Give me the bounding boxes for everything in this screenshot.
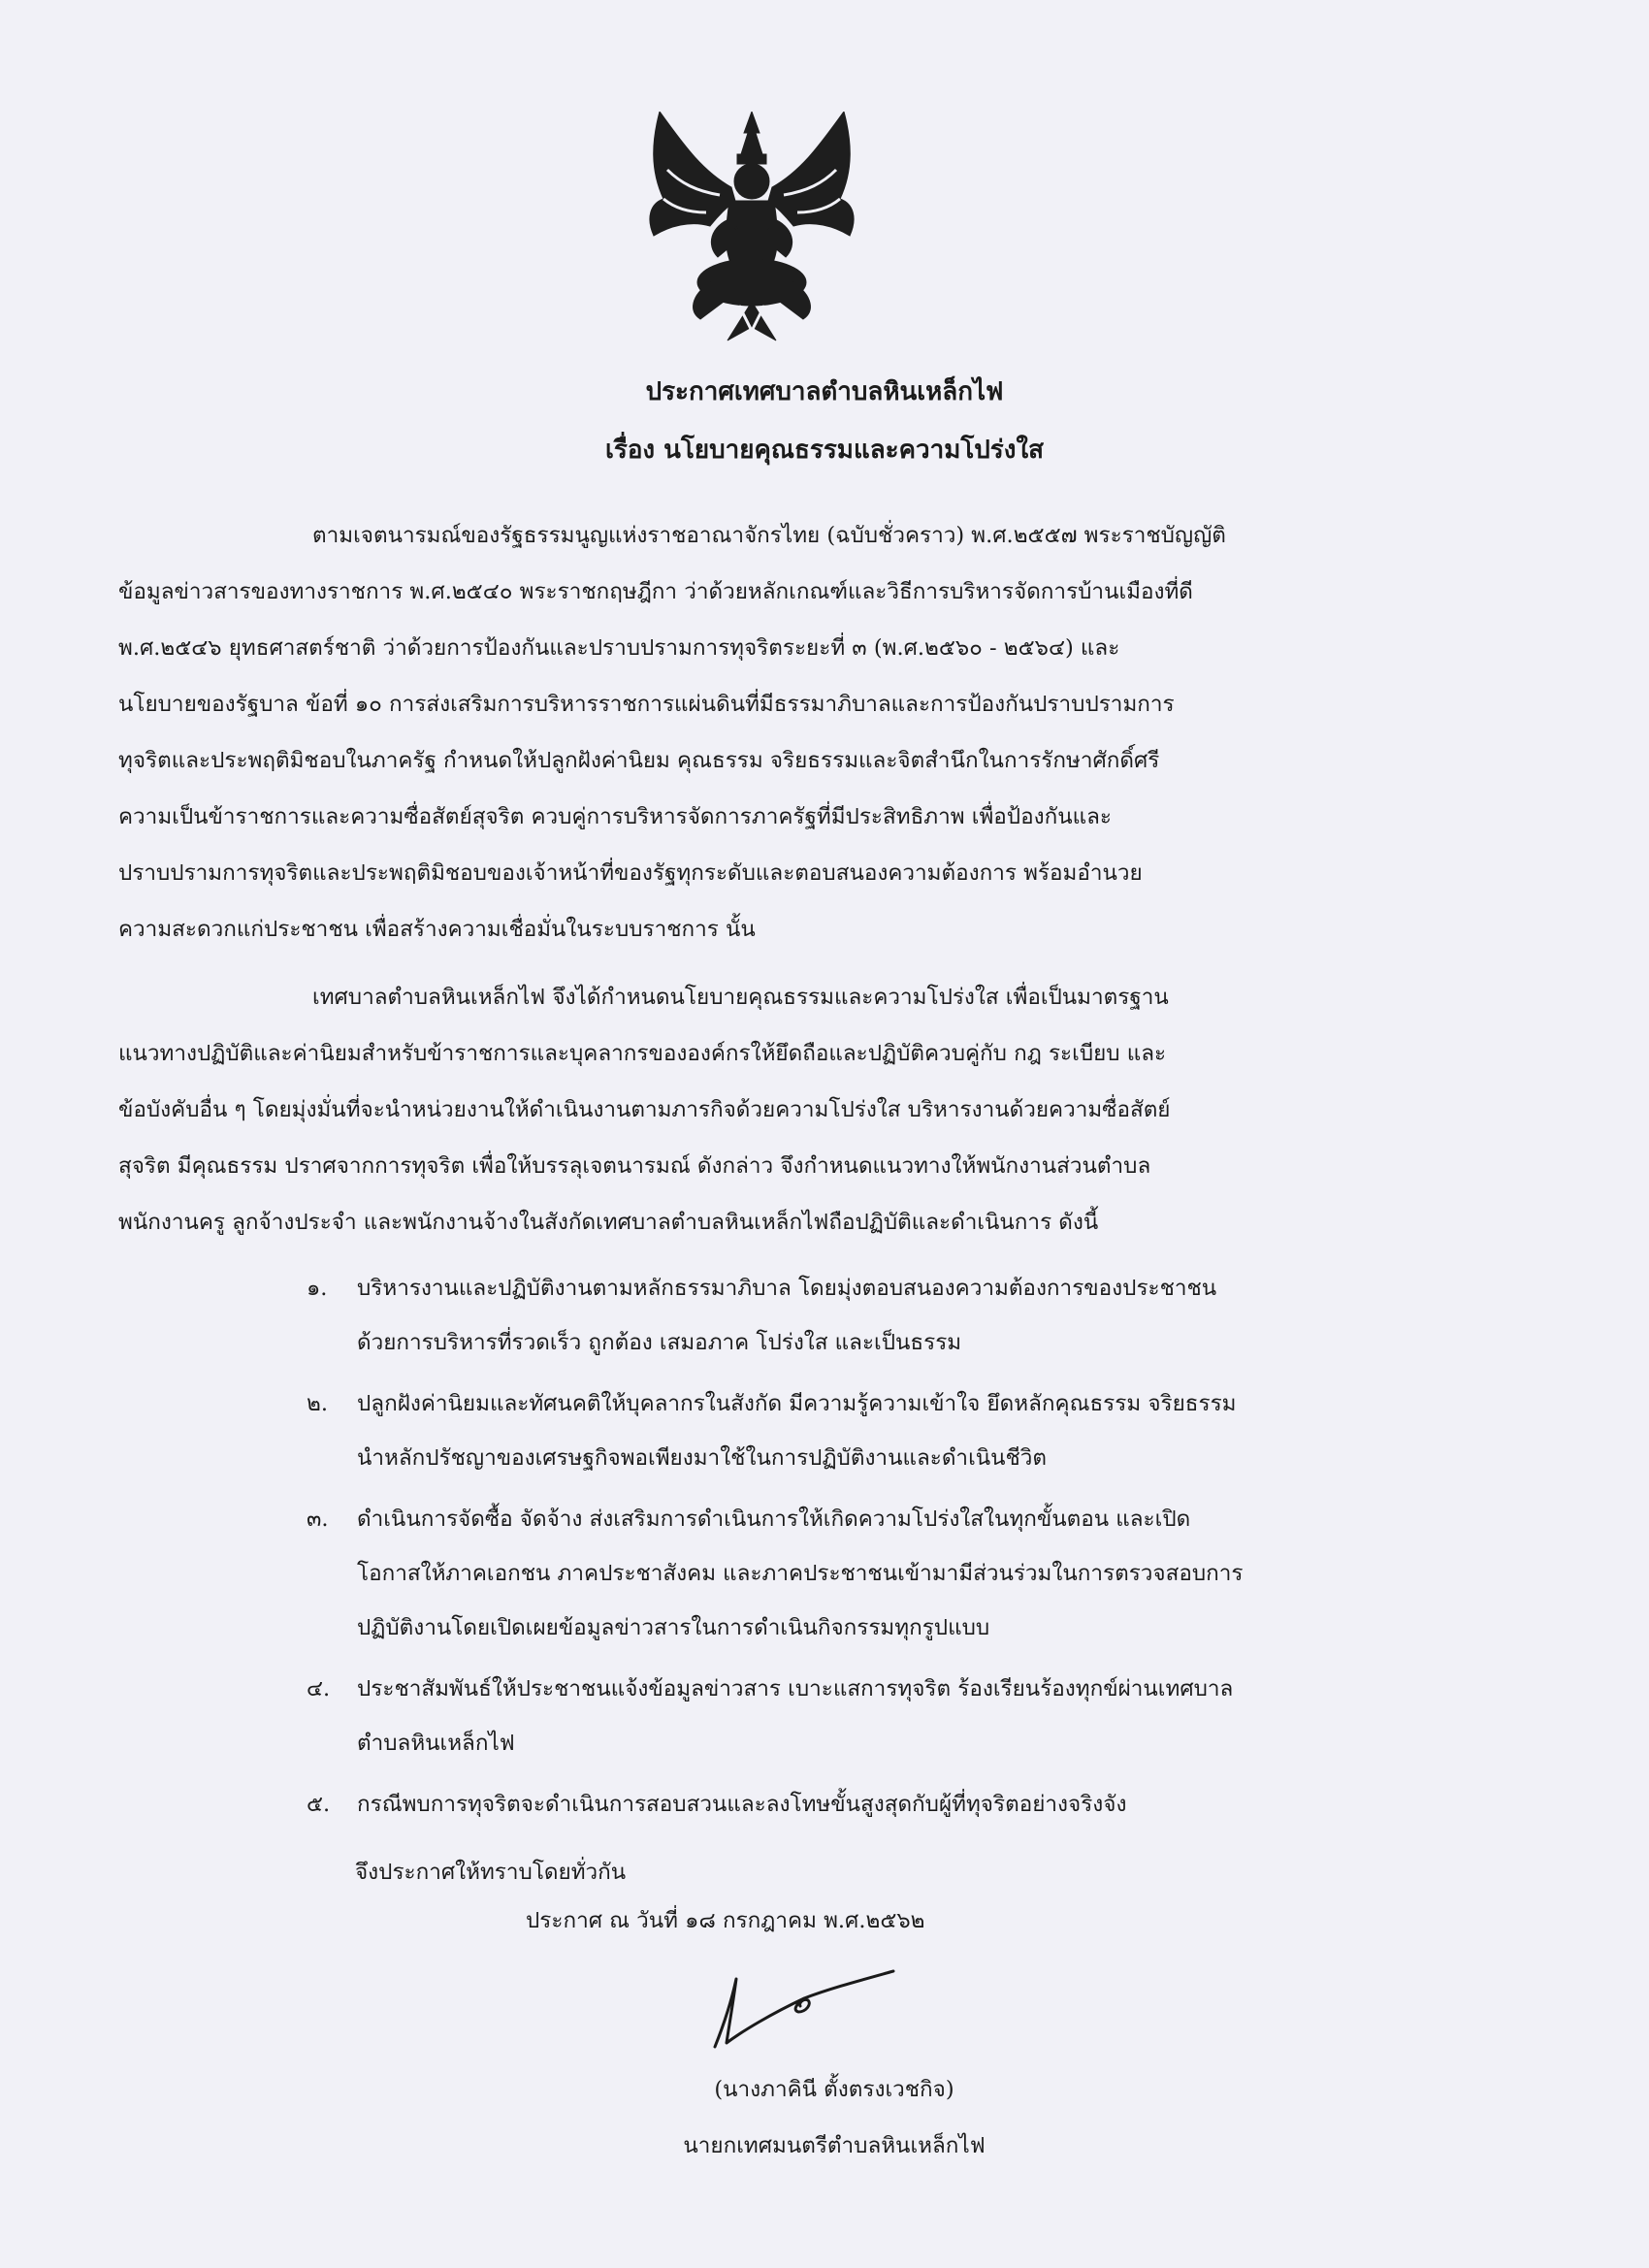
paragraph-policy <box>118 969 1428 1250</box>
list-item-line: ดำเนินการจัดซื้อ จัดจ้าง ส่งเสริมการดำเนินการให้เกิดความโปร่งใสในทุกขั้นตอน และเปิด <box>357 1507 1191 1532</box>
paragraph-line: พ.ศ.๒๕๔๖ ยุทธศาสตร์ชาติ ว่าด้วยการป้องกันและปราบปรามการทุจริตระยะที่ ๓ (พ.ศ.๒๕๖๐ - ๒๕๖๔) และ <box>118 635 1120 661</box>
signer-title: นายกเทศมนตรีตำบลหินเหล็กไฟ <box>683 2133 986 2158</box>
signature-icon <box>703 1950 907 2057</box>
list-item <box>307 1261 1432 1370</box>
list-item-line: นำหลักปรัชญาของเศรษฐกิจพอเพียงมาใช้ในการปฏิบัติงานและดำเนินชีวิต <box>357 1445 1048 1471</box>
garuda-emblem-icon <box>642 112 861 344</box>
list-item-number: ๓. <box>307 1507 329 1532</box>
signer-name: (นางภาคินี ตั้งตรงเวชกิจ) <box>714 2077 954 2102</box>
paragraph-line: ความสะดวกแก่ประชาชน เพื่อสร้างความเชื่อมั่นในระบบราชการ นั้น <box>118 917 756 942</box>
announcement-date: ประกาศ ณ วันที่ ๑๘ กรกฎาคม พ.ศ.๒๕๖๒ <box>526 1908 925 1933</box>
list-item <box>307 1662 1432 1770</box>
paragraph-line: พนักงานครู ลูกจ้างประจำ และพนักงานจ้างในสังกัดเทศบาลตำบลหินเหล็กไฟถือปฏิบัติและดำเนินการ ดังนี้ <box>118 1210 1099 1235</box>
paragraph-line: ข้อมูลข่าวสารของทางราชการ พ.ศ.๒๕๔๐ พระราชกฤษฎีกา ว่าด้วยหลักเกณฑ์และวิธีการบริหารจัดการบ้านเมืองที่ดี <box>118 579 1193 604</box>
list-item-line: ปฏิบัติงานโดยเปิดเผยข้อมูลข่าวสารในการดำเนินกิจกรรมทุกรูปแบบ <box>357 1615 990 1640</box>
paragraph-line: ทุจริตและประพฤติมิชอบในภาครัฐ กำหนดให้ปลูกฝังค่านิยม คุณธรรม จริยธรรมและจิตสำนึกในการรักษาศักดิ์ศรี <box>118 748 1160 773</box>
list-item-number: ๕. <box>307 1792 331 1817</box>
list-item-number: ๒. <box>307 1391 328 1416</box>
paragraph-intro <box>118 507 1428 957</box>
list-item-line: บริหารงานและปฏิบัติงานตามหลักธรรมาภิบาล โดยมุ่งตอบสนองความต้องการของประชาชน <box>357 1276 1217 1301</box>
list-item <box>307 1492 1432 1655</box>
closing-statement: จึงประกาศให้ทราบโดยทั่วกัน <box>355 1860 627 1885</box>
list-item-line: ตำบลหินเหล็กไฟ <box>357 1731 515 1756</box>
list-item-line: ด้วยการบริหารที่รวดเร็ว ถูกต้อง เสมอภาค โปร่งใส และเป็นธรรม <box>357 1330 962 1355</box>
paragraph-line: ความเป็นข้าราชการและความซื่อสัตย์สุจริต ควบคู่การบริหารจัดการภาครัฐที่มีประสิทธิภาพ เพื่อป้องกันและ <box>118 804 1112 829</box>
list-item-number: ๑. <box>307 1276 328 1301</box>
list-item-line: ประชาสัมพันธ์ให้ประชาชนแจ้งข้อมูลข่าวสาร เบาะแสการทุจริต ร้องเรียนร้องทุกข์ผ่านเทศบาล <box>357 1676 1234 1701</box>
paragraph-line: นโยบายของรัฐบาล ข้อที่ ๑๐ การส่งเสริมการบริหารราชการแผ่นดินที่มีธรรมาภิบาลและการป้องกันปราบปรามการ <box>118 692 1175 717</box>
paragraph-line: แนวทางปฏิบัติและค่านิยมสำหรับข้าราชการและบุคลากรขององค์กรให้ยึดถือและปฏิบัติควบคู่กับ กฎ ระเบียบ และ <box>118 1041 1167 1066</box>
paragraph-line: ปราบปรามการทุจริตและประพฤติมิชอบของเจ้าหน้าที่ของรัฐทุกระดับและตอบสนองความต้องการ พร้อมอำนวย <box>118 860 1143 886</box>
paragraph-line: เทศบาลตำบลหินเหล็กไฟ จึงได้กำหนดนโยบายคุณธรรมและความโปร่งใส เพื่อเป็นมาตรฐาน <box>312 985 1169 1010</box>
paragraph-line: สุจริต มีคุณธรรม ปราศจากการทุจริต เพื่อให้บรรลุเจตนารมณ์ ดังกล่าว จึงกำหนดแนวทางให้พนักงานส่วนตำบล <box>118 1153 1151 1179</box>
list-item-line: โอกาสให้ภาคเอกชน ภาคประชาสังคม และภาคประชาชนเข้ามามีส่วนร่วมในการตรวจสอบการ <box>357 1561 1244 1586</box>
announcement-subject: เรื่อง นโยบายคุณธรรมและความโปร่งใส <box>604 436 1045 465</box>
list-item <box>307 1377 1432 1485</box>
policy-list <box>307 1261 1432 1838</box>
list-item-line: กรณีพบการทุจริตจะดำเนินการสอบสวนและลงโทษขั้นสูงสุดกับผู้ที่ทุจริตอย่างจริงจัง <box>357 1792 1127 1817</box>
list-item <box>307 1777 1432 1831</box>
list-item-number: ๔. <box>307 1676 331 1701</box>
list-item-line: ปลูกฝังค่านิยมและทัศนคติให้บุคลากรในสังกัด มีความรู้ความเข้าใจ ยึดหลักคุณธรรม จริยธรรม <box>357 1391 1237 1416</box>
paragraph-line: ข้อบังคับอื่น ๆ โดยมุ่งมั่นที่จะนำหน่วยงานให้ดำเนินงานตามภารกิจด้วยความโปร่งใส บริหารงานด้วยความซื่อสัตย์ <box>118 1097 1171 1122</box>
announcement-title: ประกาศเทศบาลตำบลหินเหล็กไฟ <box>645 377 1004 406</box>
paragraph-line: ตามเจตนารมณ์ของรัฐธรรมนูญแห่งราชอาณาจักรไทย (ฉบับชั่วคราว) พ.ศ.๒๕๕๗ พระราชบัญญัติ <box>312 523 1226 548</box>
